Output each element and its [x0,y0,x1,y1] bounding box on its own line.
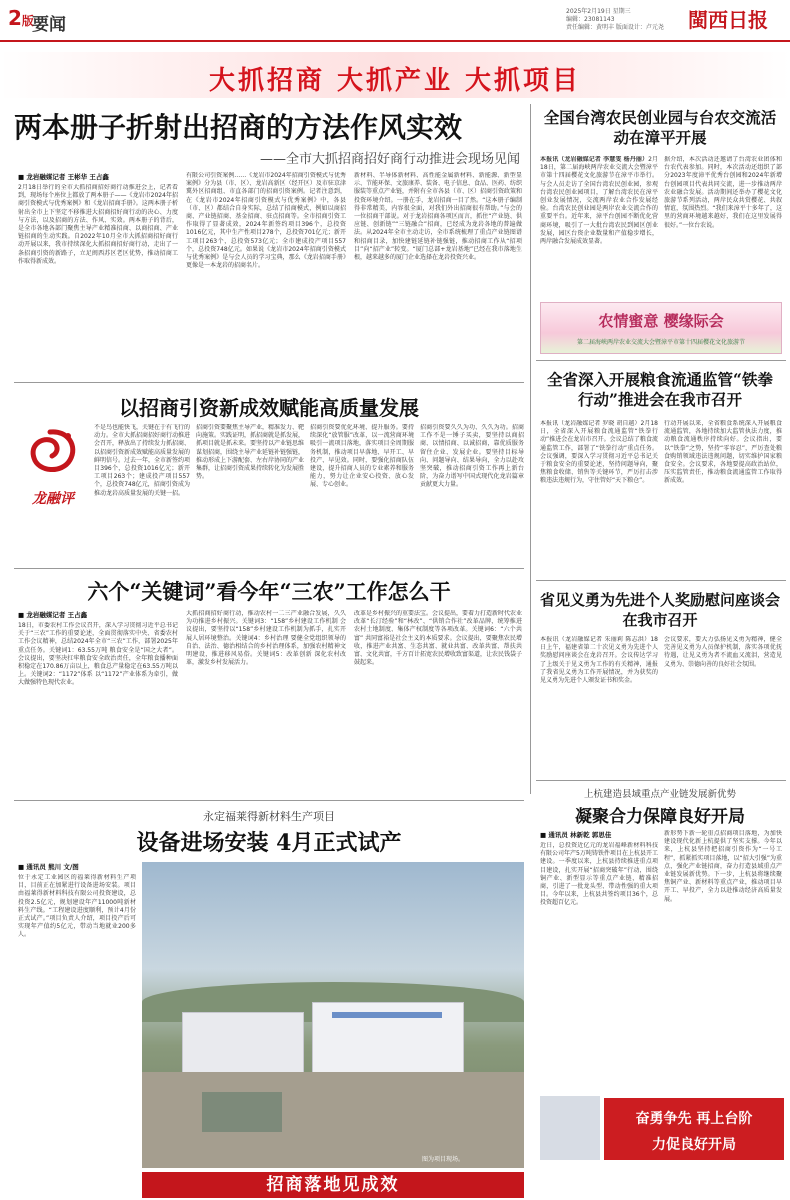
commentary-column-0-cont [16,514,190,562]
section-divider [536,360,786,361]
newspaper-logo: 閩西日报 [688,8,768,32]
commentary-brand: 龙融评 [32,491,74,507]
construction-ground [142,1072,524,1168]
taiwan-farmers-text-1: 2月18日，第二届海峡两岸农业交流大会暨漳平市第十四届樱花文化旅游节在漳平市举行。与会人员走访了全国台湾农民创业园，参观台湾农民创业园项目，了解台湾农民在漳平创业发展情况，交流两岸农业合作发展经验。台湾农民创业园是两岸农业交流合作的重要平台。近年来，漳平台创园不断优化营商环境，吸引了一大批台湾农民到园区创业发展，园区台资企业数量和产值稳步增长，两岸融合发展成效显著。 [540,156,658,246]
shanghang-kicker: 上杭建造县域重点产业链发展新优势 [583,789,736,800]
dragon-logo-icon [16,424,90,484]
project-site-photo [142,862,524,1168]
project-column-1: 位于永定工业园区的福莱得新材料生产项目，目前正在加紧进行设备进场安装。项目由福莱得新材料科技有限公司投资建设，总投资2.5亿元，规划建设年产11000吨新材料生产线。“工程建设进度顺利，预计4月份正式试产。”项目负责人介绍，项目投产后可实现年产值约5亿元，带动当地就业200多人。 [18,874,136,939]
section-divider [536,580,786,581]
cherry-festival-ad [540,302,782,354]
commentary-headline: 以招商引资新成效赋能高质量发展 [119,396,419,420]
section-divider [536,780,786,781]
slogan-line-1: 奋勇争先 再上台阶 [635,1111,753,1127]
ad-photo [540,1096,600,1160]
issue-weekday: 星期三 [612,8,631,15]
page-suffix: 版 [21,14,34,28]
section-divider [14,800,524,801]
section-divider [14,568,524,569]
stacked-materials [202,1092,282,1132]
edition-editors: 责任编辑：黄明丰 版面设计：卢元尧 [566,24,664,31]
taiwan-farmers-body-2: 据介绍，本次活动还邀请了台湾农业团体和台农代表参加。同时，本次活动还组织了部分2023年度漳平优秀台创园和2024年新增台创园项目代表共同交流，进一步推动两岸农业融合发展。活动期间还举办了樱花文化旅游节系列活动，两岸民众共赏樱花、共叙情谊，氛围热烈。“我们来漳平十多年了，这里的营商环境越来越好，我们在这里发展得很好。”一位台农说。 [664,156,782,229]
footer-banner [142,1172,524,1198]
page-header [0,0,790,42]
factory-building [182,1012,304,1074]
column-divider [530,104,531,794]
keywords-column-1: 18日，市委农村工作会议召开，深入学习贯彻习近平总书记关于“三农”工作的重要论述，全面贯彻落实中央、省委农村工作会议精神，总结2024年全市“三农”工作，部署2025年重点任务。关键词1：63.55万吨 粮食安全是“国之大者”。会议提出，要坚决扛牢粮食安全政治责任，全年粮食播种面积稳定在170.86万亩以上，粮食总产量稳定在63.55万吨以上。关键词2：“1172”体系 以“1172”产业体系为牵引，做大做强特色现代农业。 [18,622,178,687]
grain-body-1: 本报讯（龙岩融媒记者 罗晓 胡自越）2月18日，全省深入开展粮食流通监管“铁拳行动”推进会在龙岩市召开。会议总结了粮食流通监管工作，部署了“铁拳行动”重点任务。会议强调，要深入学习贯彻习近平总书记关于粮食安全的重要论述，坚持问题导向，聚焦粮食收储、销售等关键环节，严厉打击涉粮违法违规行为，守住管好“天下粮仓”。 [540,420,658,485]
building-stripe [332,1012,442,1018]
lead-column-3: 新材料、半导体新材料、高性能金属新材料、新能源、新型显示、节能环保、文旅康养、装备、电子信息、食品、医药、纺织服装等重点产业链，并附有全市各县（市、区）招商引资政策和投资环境介绍。一册在手，龙岩招商一目了然。“这本册子编制得非常精美，内容很全面，对我们外出招商很有帮助。”与会的一位招商干部说。对于龙岩招商各项区而言，抓住“产业链、供应链、创新链”“三链融合”招商，已经成为龙岩各地的普遍做法。从2024年全市主动走访，全市系统梳理了重点产业链图谱和招商目录，加快建链延链补链强链，推动招商工作从“招项目”向“招产业”转变。“厦门总部+龙岩基地”已经在我市落地生根，越来越多的厦门企业选择在龙岩投资兴业。 [354,172,522,262]
commentary-column-1: 招商引资要聚焦主导产业，精准发力、靶向施策。实践证明，抓招商就是抓发展，抓项目就是抓未来。要坚持以产业链思维谋划招商，围绕主导产业延链补链强链，推动形成上下游配套、左右岸协同的产业集群，让招商引资成果持续转化为发展胜势。 [196,424,304,481]
lead-column-2: 有限公司引资案例……《龙岩市2024年招商引资模式与优秀案例》分为县（市、区）、龙岩高新区（经开区）及市驻京津冀外区招商组、市直各部门的招商引资案例。记者注意到，在《龙岩市2024年招商引资模式与优秀案例》中，各县（市、区）都结合自身实际，总结了招商模式，例如以商招商、产业链招商、基金招商、驻点招商等。全市招商引资工作取得了显著成效，2024年新签约项目396个，总投资1016亿元，其中生产性项目278个，总投资701亿元；新开工项目263个，总投资573亿元；全市建成投产项目557个，总投资748亿元。如果说《龙岩市2024年招商引资模式与优秀案例》是与会人员的学习宝典，那么《龙岩招商手册》更像是一本龙岩的招商名片。 [186,172,346,270]
bravery-awards-body-2: 会议要求，要大力弘扬见义勇为精神，健全完善见义勇为人员保护机制，落实各项优抚待遇，让见义勇为者不流血又流泪，营造见义勇为、崇德向善的良好社会氛围。 [664,636,782,668]
commentary-column-3: 招商引资要久久为功、久久为功。招商工作不是一锤子买卖，要坚持以商招商、以情招商、以诚招商，靠优质服务留住企业、发展企业。要坚持目标导向、问题导向、结果导向，全力以赴攻坚突破，推动招商引资工作再上新台阶，为奋力谱写中国式现代化龙岩篇章贡献更大力量。 [420,424,524,489]
shanghang-headline: 凝聚合力保障良好开局 [575,807,745,827]
taiwan-farmers-byline: 本报讯（龙岩融媒记者 李慧雯 杨丹丽） [540,156,649,163]
slogan-line-2: 力促良好开局 [652,1137,736,1153]
shanghang-column-1: 近日，总投资近亿元的龙岩福峰新材料科技有限公司年产5万吨铸铁件项目在上杭县开工建设。一季度以来，上杭县持续推进重点项目建设，扎实开展“招商突破年”行动，围绕铜产业、新型显示等重点产业链，精准招商，引进了一批龙头型、带动性强的重大项目。今年以来，上杭县共签约项目36个，总投资超百亿元。 [540,842,658,907]
lead-headline: 两本册子折射出招商的方法作风实效 [14,111,463,144]
grain-headline: 全省深入开展粮食流通监管“铁拳行动”推进会在我市召开 [547,370,773,409]
bravery-awards-headline: 省见义勇为先进个人奖励慰问座谈会在我市召开 [540,591,781,629]
grain-body-2: 行动开展以来，全省粮食系统深入开展粮食流通监管，各地持续加大监管执法力度，推动粮食流通秩序持续向好。会议指出，要以“铁拳”之势，坚持“零容忍”，严厉查处粮食购销领域违法违规问题，切实维护国家粮食安全。会议要求，各地要提高政治站位，压实监管责任，推动粮食流通监管工作取得新成效。 [664,420,782,485]
page-number-value: 2 [8,6,22,30]
lead-column-1: 2月18日举行的全市大抓招商招好商行动推进会上，记者看到，现场每个座位上都放了两本册子——《龙岩市2024年招商引资模式与优秀案例》和《龙岩招商手册》。这两本册子析射出全市上下坚定不移推进大招商招好商行动的决心、力度与方法，以及招商的方法、作风、实效。两本册子的背后，是全市各地各部门聚焦主导产业精准招商、以商招商、产业链招商的生动实践。自2022年10月全市大抓招商招好商行动开展以来，我市持续深化大抓招商招好商行动，走出了一条招商引资的新路子，立足闽西苏区老区优势，推动招商工作取得新成效。 [18,184,178,265]
keywords-column-3: 改革是乡村振兴的重要法宝。会议提出，要着力打造新时代农业改革“长汀经验”和“林改”、“供销合作社”改革品牌，统筹推进农村土地制度、集体产权制度等各项改革。关键词6：“六个共富” 共同富裕是社会主义的本质要求。会议提出，要聚焦农民增收，推进产业共富、生态共富、就业共富、改革共富、帮扶共富、文化共富，千方百计拓宽农民增收致富渠道，让农民钱袋子鼓起来。 [354,610,522,667]
footer-banner-text: 招商落地见成效 [266,1175,400,1195]
longrong-commentary-logo [16,424,90,514]
section-divider [14,382,524,383]
taiwan-farmers-headline: 全国台湾农民创业园与台农交流活动在漳平开展 [543,108,777,147]
keywords-byline: ■ 龙岩融媒记者 王占鑫 [18,611,88,619]
photo-caption: 图为项目现场。 [422,1156,465,1163]
commentary-column-0: 不是鸟也能快飞，关键在于有飞行的动力。全市大抓招商招好商行动推进会召开，释放出了持续发力抓招商、以招商引资新成效赋能高质量发展的鲜明信号。过去一年，全市新签约项目396个，总投资1016亿元；新开工项目263个；建成投产项目557个，总投资748亿元，招商引资成为推动龙岩高质量发展的关键一招。 [94,424,190,497]
taiwan-farmers-body-1 [540,156,658,298]
commentary-column-2: 招商引资要优化环境、提升服务。要持续深化“放管服”改革，以一流营商环境吸引一流项目落地，落实项目全周期服务机制，推动项目早落地、早开工、早投产、早见效。同时，要强化招商队伍建设，提升招商人员的专业素养和服务能力，努力让企业安心投资、放心发展、专心创业。 [310,424,414,489]
keywords-column-2: 大抓招商招好商行动，推动农村一二三产业融合发展，久久为功推进乡村振兴。关键词3：“158”乡村建设工作机制 会议提出，要坚持以“158”乡村建设工作机制为抓手，扎实开展人居环境整治。关键词4：乡村治理 要健全党组织领导的自治、法治、德治相结合的乡村治理体系，加强农村精神文明建设，推进移风易俗。关键词5：改革创新 深化农村改革，激发乡村发展活力。 [186,610,346,667]
project-headline: 设备进场安装 4月正式试产 [136,830,402,856]
section-name: 要闻 [32,15,66,35]
issue-date: 2025年2月19日 [566,8,611,15]
lead-subheadline: ——全市大抓招商招好商行动推进会现场见闻 [259,152,520,167]
campaign-banner: 大抓招商 大抓产业 大抓项目 [208,66,582,96]
cherry-festival-title: 农情蜜意 樱缘际会 [598,312,724,330]
slogan-banner [604,1098,784,1160]
edition-meta [566,8,686,32]
project-byline: ■ 通讯员 熊川 文/图 [18,863,79,871]
lead-byline: ■ 龙岩融媒记者 王彬华 王占鑫 [18,173,109,181]
cherry-festival-caption: 第二届海峡两岸农业交流大会暨漳平市第十四届樱花文化旅游节 [576,339,745,346]
keywords-headline: 六个“关键词”看今年“三农”工作怎么干 [87,579,451,604]
project-kicker: 永定福莱得新材料生产项目 [203,810,335,823]
edition-code: 编辑：23081143 [566,16,615,23]
page-number [8,6,34,30]
bravery-awards-body-1: 本报讯（龙岩融媒记者 朱丽莉 陈志洪）18日上午，福建省第二十次见义勇为先进个人奖励慰问座谈会在龙岩召开。会议传达学习了上级关于见义勇为工作的有关精神，通报了我省见义勇为工作开展情况，并为获奖的见义勇为先进个人颁发证书和奖金。 [540,636,658,685]
shanghang-byline: ■ 通讯员 林新乾 郭思佳 [540,831,612,839]
shanghang-column-2: 新形势下新一轮重点招商项目落地，为加快建设现代化新上杭提供了坚实支撑。今年以来，上杭县坚持把招商引资作为“一号工程”，抓紧抓实项目落地，以“招大引强”为重点，强化产业链招商，奋力打造县域重点产业链发展新优势。下一步，上杭县将继续聚焦铜产业、新材料等重点产业，推动项目早开工、早投产，全力以赴推动经济高质量发展。 [664,830,782,903]
